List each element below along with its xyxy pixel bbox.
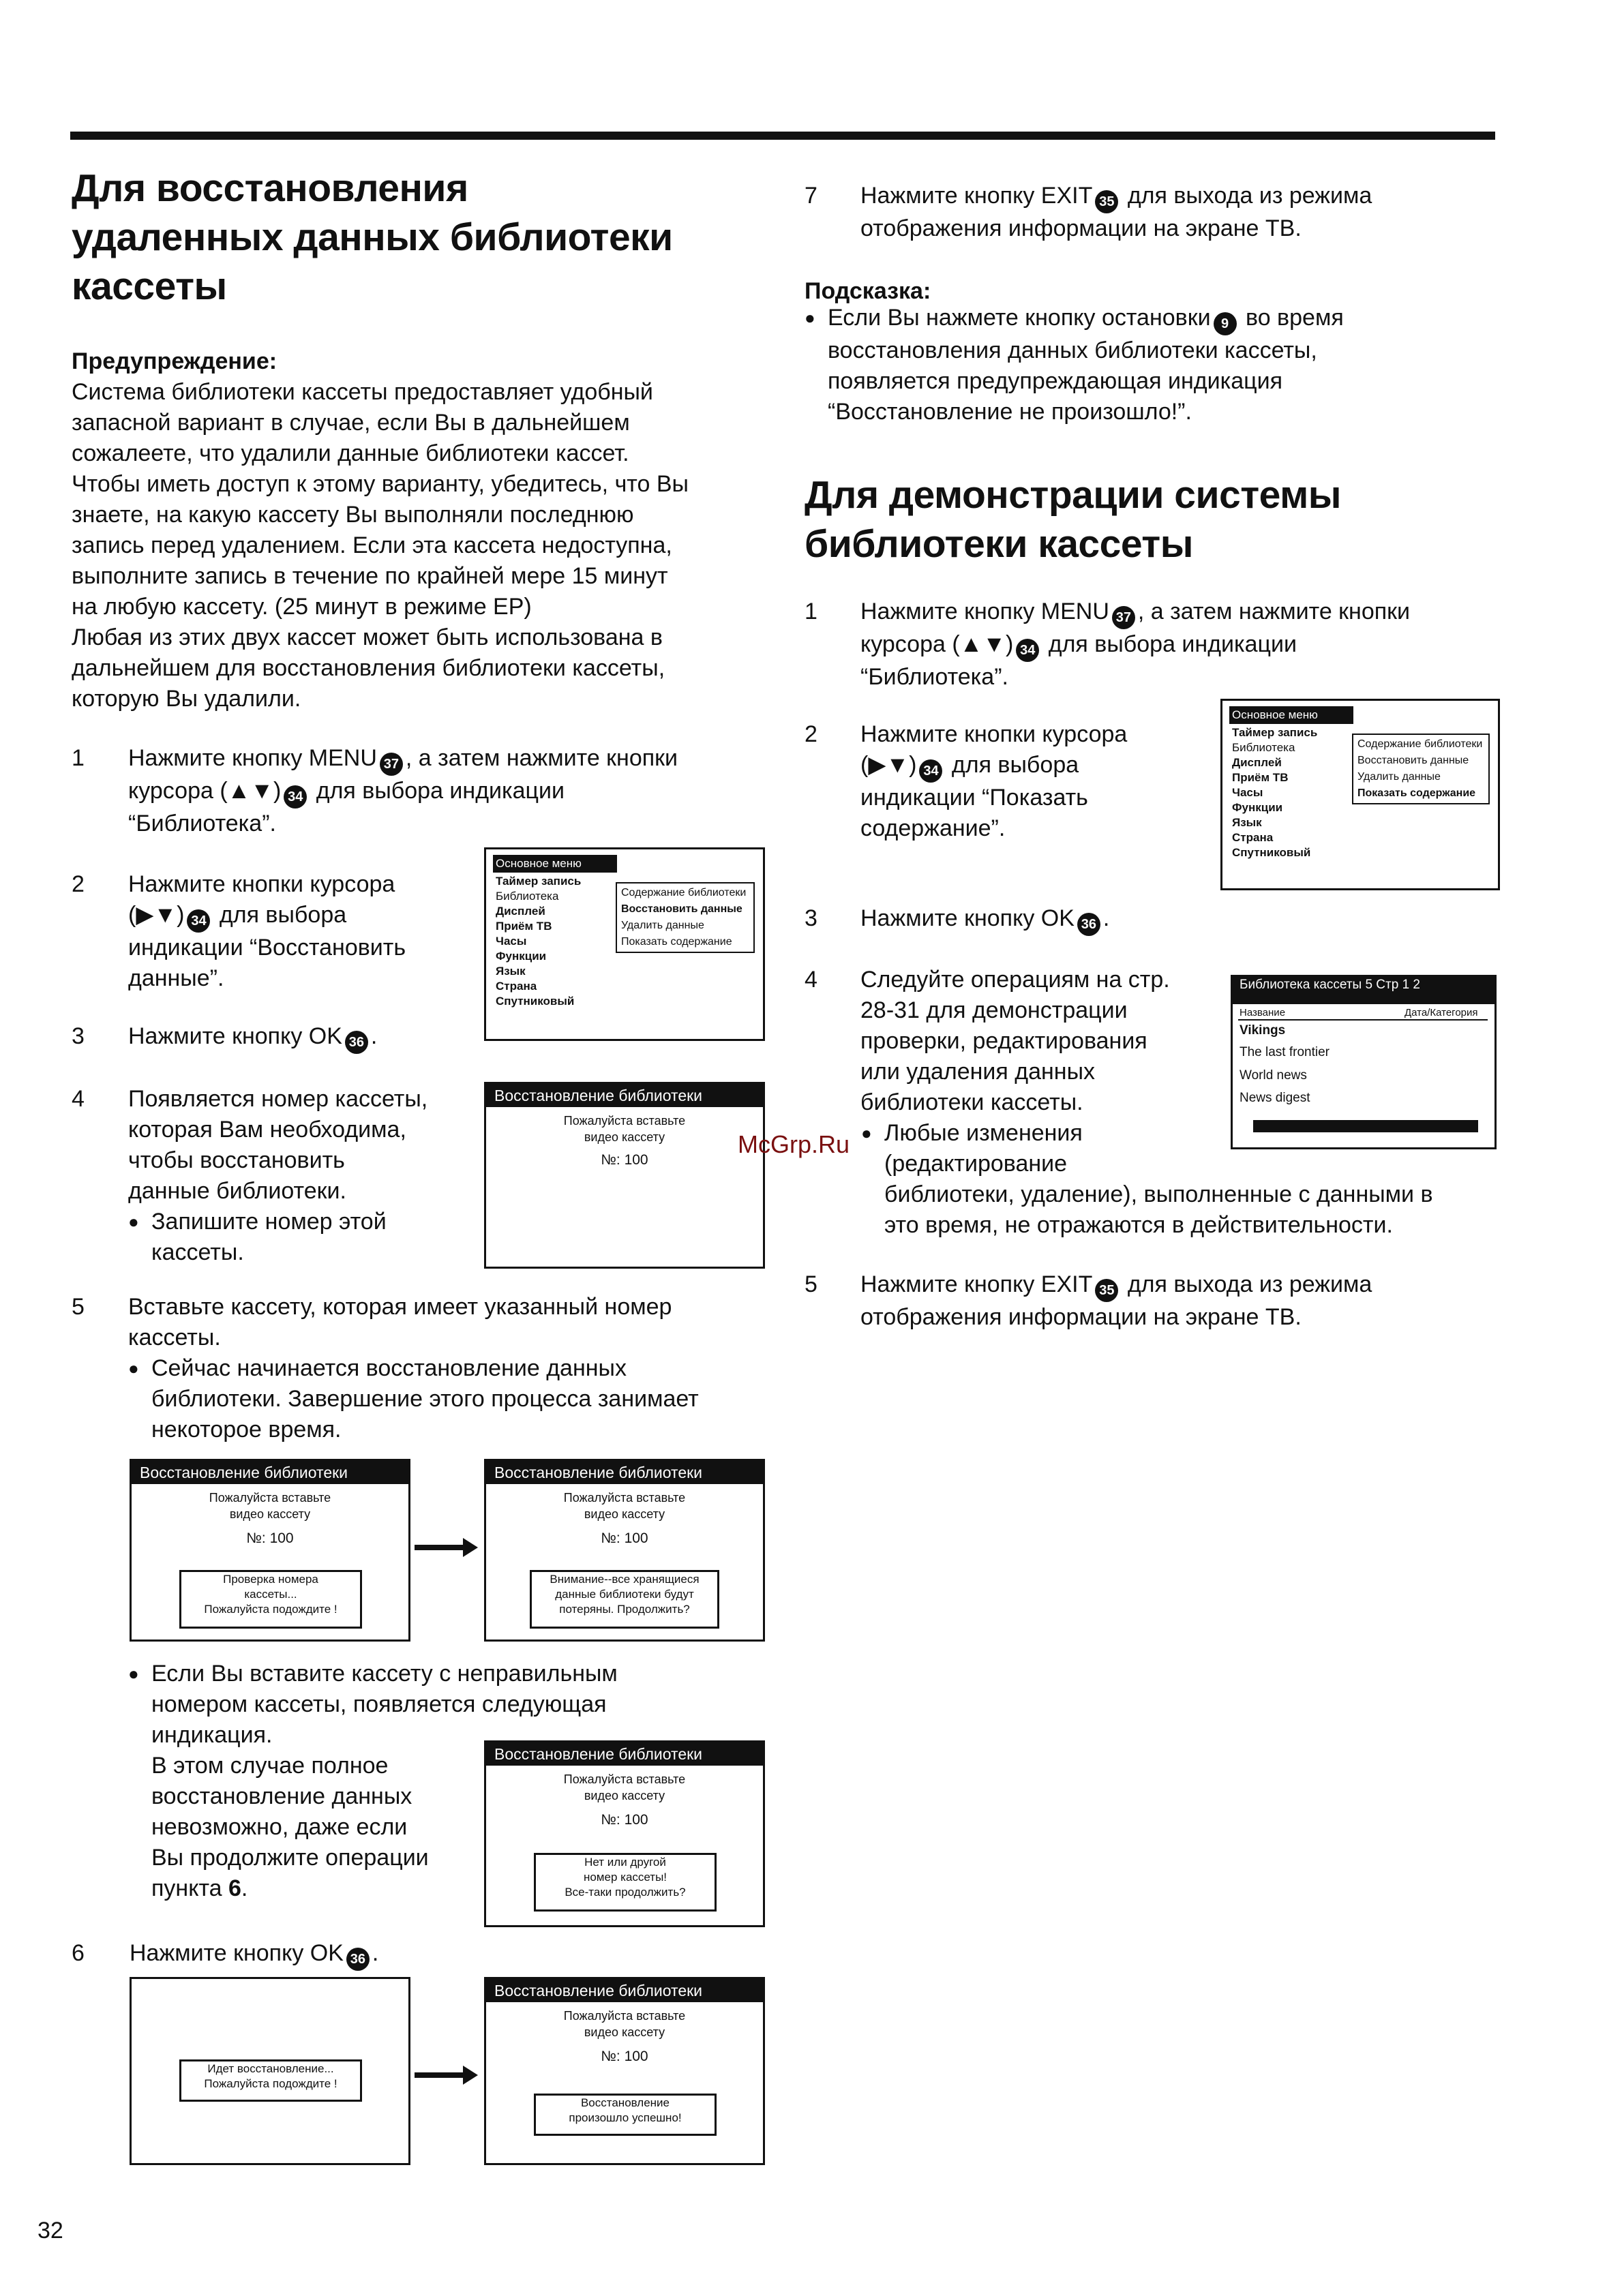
demo-step-4-text: Следуйте операциям на стр. 28-31 для демонстрации проверки, редактирования или удаления данных библиотеки кассеты. xyxy=(860,967,1170,1115)
wrong-message: Нет или другой номер кассеты! Все-таки продолжить? xyxy=(534,1853,717,1912)
top-rule xyxy=(70,132,1495,140)
main-menu-screen xyxy=(484,847,765,1041)
step-6-text: Нажмите кнопку OK 36 . xyxy=(130,1938,378,1971)
submenu: Содержание библиотеки Восстановить данные Удалить данные Показать содержание xyxy=(1352,734,1490,804)
library-screen: Библиотека кассеты 5 Стр 1 2 Название Дата/Категория Vikings The last frontier World news News digest xyxy=(1231,975,1497,1149)
step-number: 7 xyxy=(805,183,817,209)
restore-screen-step4: Восстановление библиотеки Пожалуйста вставьте видео кассету №: 100 xyxy=(484,1082,765,1269)
restore-screen-warning: Восстановление библиотеки Пожалуйста вставьте видео кассету №: 100 Внимание--все хранящиеся данные библиотеки будут потеряны. Продолжить? xyxy=(484,1459,765,1642)
step-5-text: Вставьте кассету, которая имеет указанный номер кассеты. ● Сейчас начинается восстановление данных библиотеки. Завершение этого процесса занимает некоторое время. xyxy=(128,1292,783,1445)
step-number: 2 xyxy=(805,721,817,747)
menu-title: Основное меню xyxy=(493,855,617,873)
step-number: 1 xyxy=(805,599,817,624)
restoring-screen xyxy=(130,1977,410,2165)
library-row: News digest xyxy=(1240,1091,1310,1105)
section-title-demo: Для демонстрации системы библиотеки кассеты xyxy=(805,473,1341,566)
step-number: 3 xyxy=(72,1023,85,1049)
arrow-right-icon xyxy=(415,1545,466,1550)
restore-screen-wrong: Восстановление библиотеки Пожалуйста вставьте видео кассету №: 100 Нет или другой номер кассеты! Все-таки продолжить? xyxy=(484,1740,765,1927)
step-number: 3 xyxy=(805,905,817,931)
hint-label: Подсказка: xyxy=(805,278,931,304)
step-number: 1 xyxy=(72,745,85,771)
step-number: 4 xyxy=(72,1086,85,1112)
step-number: 5 xyxy=(805,1271,817,1297)
demo-step-4-bullet: ● Любые изменения (редактирование библиотеки, удаление), выполненные с данными в это время, не отражаются в действительности. xyxy=(884,1118,1498,1241)
step-1-text: Нажмите кнопку MENU 37 , а затем нажмите кнопки курсора (▲▼) 34 для выбора индикации “Библиотека”. xyxy=(128,745,678,836)
demo-step-3-text: Нажмите кнопку OK 36 . xyxy=(860,903,1109,936)
hint-text: ● Если Вы нажмете кнопку остановки 9 во время восстановления данных библиотеки кассеты, появляется предупреждающая индикация “Восстановление не произошло!”. xyxy=(828,303,1482,427)
menu-list: Таймер запись Библиотека Дисплей Приём ТВ Часы Функции Язык Страна Спутниковый xyxy=(496,875,582,1008)
step-number: 5 xyxy=(72,1294,85,1320)
restore-screen-success: Восстановление библиотеки Пожалуйста вставьте видео кассету №: 100 Восстановление произошло успешно! xyxy=(484,1977,765,2165)
step-number: 6 xyxy=(72,1940,85,1966)
step-2-text: Нажмите кнопки курсора (▶▼) 34 для выбора индикации “Восстановить данные”. xyxy=(128,871,406,991)
main-menu-screen-demo: Основное меню Таймер запись Библиотека Дисплей Приём ТВ Часы Функции Язык Страна Спутниковый Содержание библиотеки Восстановить данные Удалить данные Показать содержание xyxy=(1220,699,1500,890)
step-7-text: Нажмите кнопку EXIT 35 для выхода из режима отображения информации на экране ТВ. xyxy=(860,183,1372,241)
demo-step-5-text: Нажмите кнопку EXIT 35 для выхода из режима отображения информации на экране ТВ. xyxy=(860,1271,1372,1330)
section-title-restore: Для восстановления удаленных данных библиотеки кассеты xyxy=(72,166,673,308)
screen-title: Восстановление библиотеки xyxy=(486,1084,763,1107)
warning-label: Предупреждение: xyxy=(72,348,277,374)
submenu: Содержание библиотеки Восстановить данные Удалить данные Показать содержание xyxy=(616,882,755,953)
demo-step-1-text: Нажмите кнопку MENU 37 , а затем нажмите кнопки курсора (▲▼) 34 для выбора индикации “Библиотека”. xyxy=(860,599,1411,690)
watermark: McGrp.Ru xyxy=(738,1130,850,1158)
warning-message: Внимание--все хранящиеся данные библиотеки будут потеряны. Продолжить? xyxy=(530,1570,719,1629)
step-number: 2 xyxy=(72,871,85,897)
restore-screen-checking: Восстановление библиотеки Пожалуйста вставьте видео кассету №: 100 Проверка номера кассеты... Пожалуйста подождите ! xyxy=(130,1459,410,1642)
wrong-cassette-text: ● Если Вы вставите кассету с неправильным номером кассеты, появляется следующая индикация. В этом случае полное восстановление данных невозможно, даже если Вы продолжите операции пункта 6. xyxy=(151,1659,492,1904)
arrow-right-icon xyxy=(415,2072,466,2078)
page-number: 32 xyxy=(37,2218,63,2244)
menu-list: Таймер запись Библиотека Дисплей Приём ТВ Часы Функции Язык Страна Спутниковый xyxy=(1232,726,1318,859)
restoring-message: Идет восстановление... Пожалуйста подождите ! xyxy=(179,2059,362,2102)
success-message: Восстановление произошло успешно! xyxy=(534,2094,717,2136)
warning-text: Система библиотеки кассеты предоставляет удобный запасной вариант в случае, если Вы в дальнейшем сожалеете, что удалили данные библиотеки кассет. Чтобы иметь доступ к этому варианту, убедитесь, что Вы знаете, на какую кассету Вы выполняли последнюю запись перед удалением. Если эта кассета недоступна, выполните запись в течение по крайней мере 15 минут на любую кассету. (25 минут в режиме EP) Любая из этих двух кассет может быть использована в дальнейшем для восстановления библиотеки кассеты, которую Вы удалили. xyxy=(72,379,689,712)
demo-step-2-text: Нажмите кнопки курсора (▶▼) 34 для выбора индикации “Показать содержание”. xyxy=(860,721,1128,841)
step-3-text: Нажмите кнопку OK 36 . xyxy=(128,1021,377,1054)
checking-message: Проверка номера кассеты... Пожалуйста подождите ! xyxy=(179,1570,362,1629)
step-4-text: Появляется номер кассеты, которая Вам необходима, чтобы восстановить данные библиотеки. ● Запишите номер этой кассеты. xyxy=(128,1084,469,1268)
step-number: 4 xyxy=(805,967,817,993)
library-row: World news xyxy=(1240,1068,1307,1083)
library-bottom-bar xyxy=(1253,1120,1478,1132)
library-row: Vikings xyxy=(1240,1023,1286,1038)
library-row: The last frontier xyxy=(1240,1045,1330,1059)
cassette-number: №: 100 xyxy=(601,1152,648,1168)
